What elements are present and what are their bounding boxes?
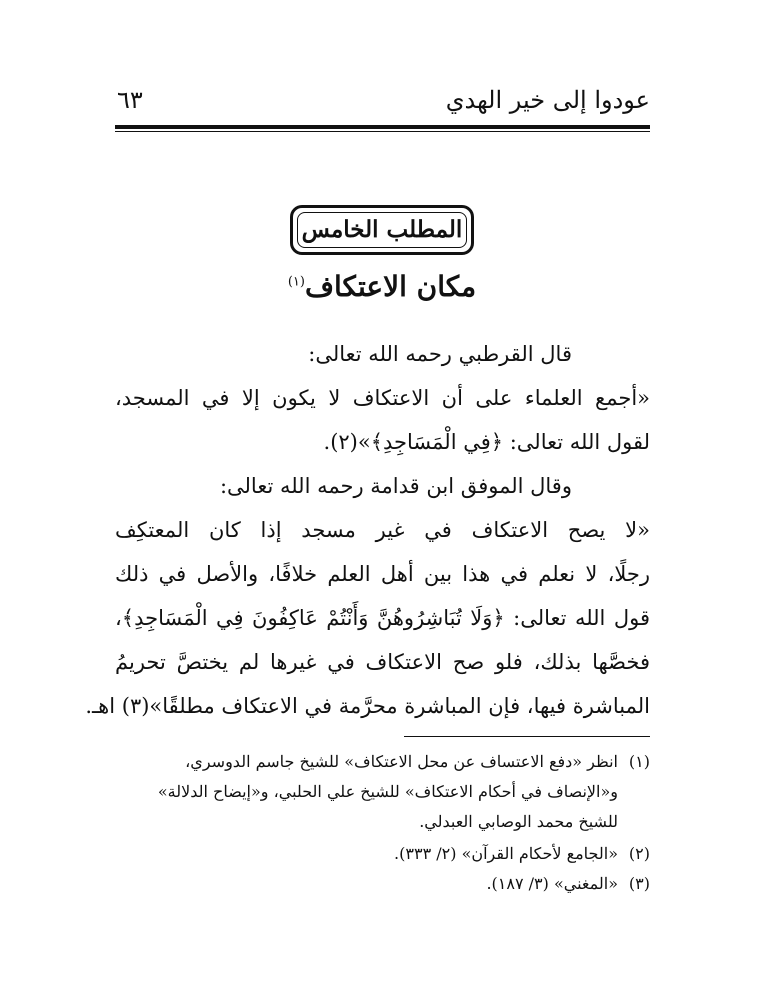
footnote [115, 844, 650, 874]
section-title: المطلب الخامس [301, 216, 463, 243]
footnote-ref-1: (١) [287, 274, 305, 290]
body-line: «لا يصح الاعتكاف في غير مسجد إذا كان المعتكِف [115, 518, 650, 542]
footnote-text: انظر «دفع الاعتساف عن محل الاعتكاف» للشيخ جاسم الدوسري، [185, 752, 618, 771]
footnote-continuation: و«الإنصاف في أحكام الاعتكاف» للشيخ علي الحلبي، و«إيضاح الدلالة» [157, 782, 618, 801]
body-line: فخصَّها بذلك، فلو صح الاعتكاف في غيرها لم يختصَّ تحريمُ [115, 650, 650, 674]
body-line: رجلًا، لا نعلم في هذا بين أهل العلم خلافًا، والأصل في ذلك [115, 562, 650, 586]
footnote [115, 874, 650, 904]
body-line: قال القرطبي رحمه الله تعالى: [308, 342, 572, 366]
body-line: وقال الموفق ابن قدامة رحمه الله تعالى: [219, 474, 572, 498]
body-line: «أجمع العلماء على أن الاعتكاف لا يكون إلا في المسجد، [115, 386, 650, 410]
body-line: لقول الله تعالى: ﴿فِي الْمَسَاجِدِ﴾»(٢). [323, 430, 650, 454]
footnote-text: «الجامع لأحكام القرآن» (٢/ ٣٣٣). [394, 844, 618, 863]
body-line: قول الله تعالى: ﴿وَلَا تُبَاشِرُوهُنَّ وَأَنْتُمْ عَاكِفُونَ فِي الْمَسَاجِدِ﴾، [115, 606, 650, 630]
footnote-number: (٢) [628, 844, 650, 863]
header-rule [115, 125, 650, 129]
footnote-number: (١) [628, 752, 650, 771]
footnote [115, 752, 650, 782]
footnote-separator [404, 736, 650, 737]
running-title: عودوا إلى خير الهدي [445, 86, 650, 114]
footnote-text: «المغني» (٣/ ١٨٧). [486, 874, 618, 893]
page-number: ٦٣ [117, 86, 143, 114]
footnote-continuation: للشيخ محمد الوصابي العبدلي. [419, 812, 618, 831]
body-line: المباشرة فيها، فإن المباشرة محرَّمة في الاعتكاف مطلقًا»(٣) اهـ. [85, 694, 650, 718]
chapter-title-text: مكان الاعتكاف [304, 270, 477, 303]
header-rule-thin [115, 131, 650, 132]
chapter-title [250, 270, 514, 303]
section-title-frame [290, 205, 474, 255]
page-header [115, 86, 650, 126]
footnote-number: (٣) [628, 874, 650, 893]
